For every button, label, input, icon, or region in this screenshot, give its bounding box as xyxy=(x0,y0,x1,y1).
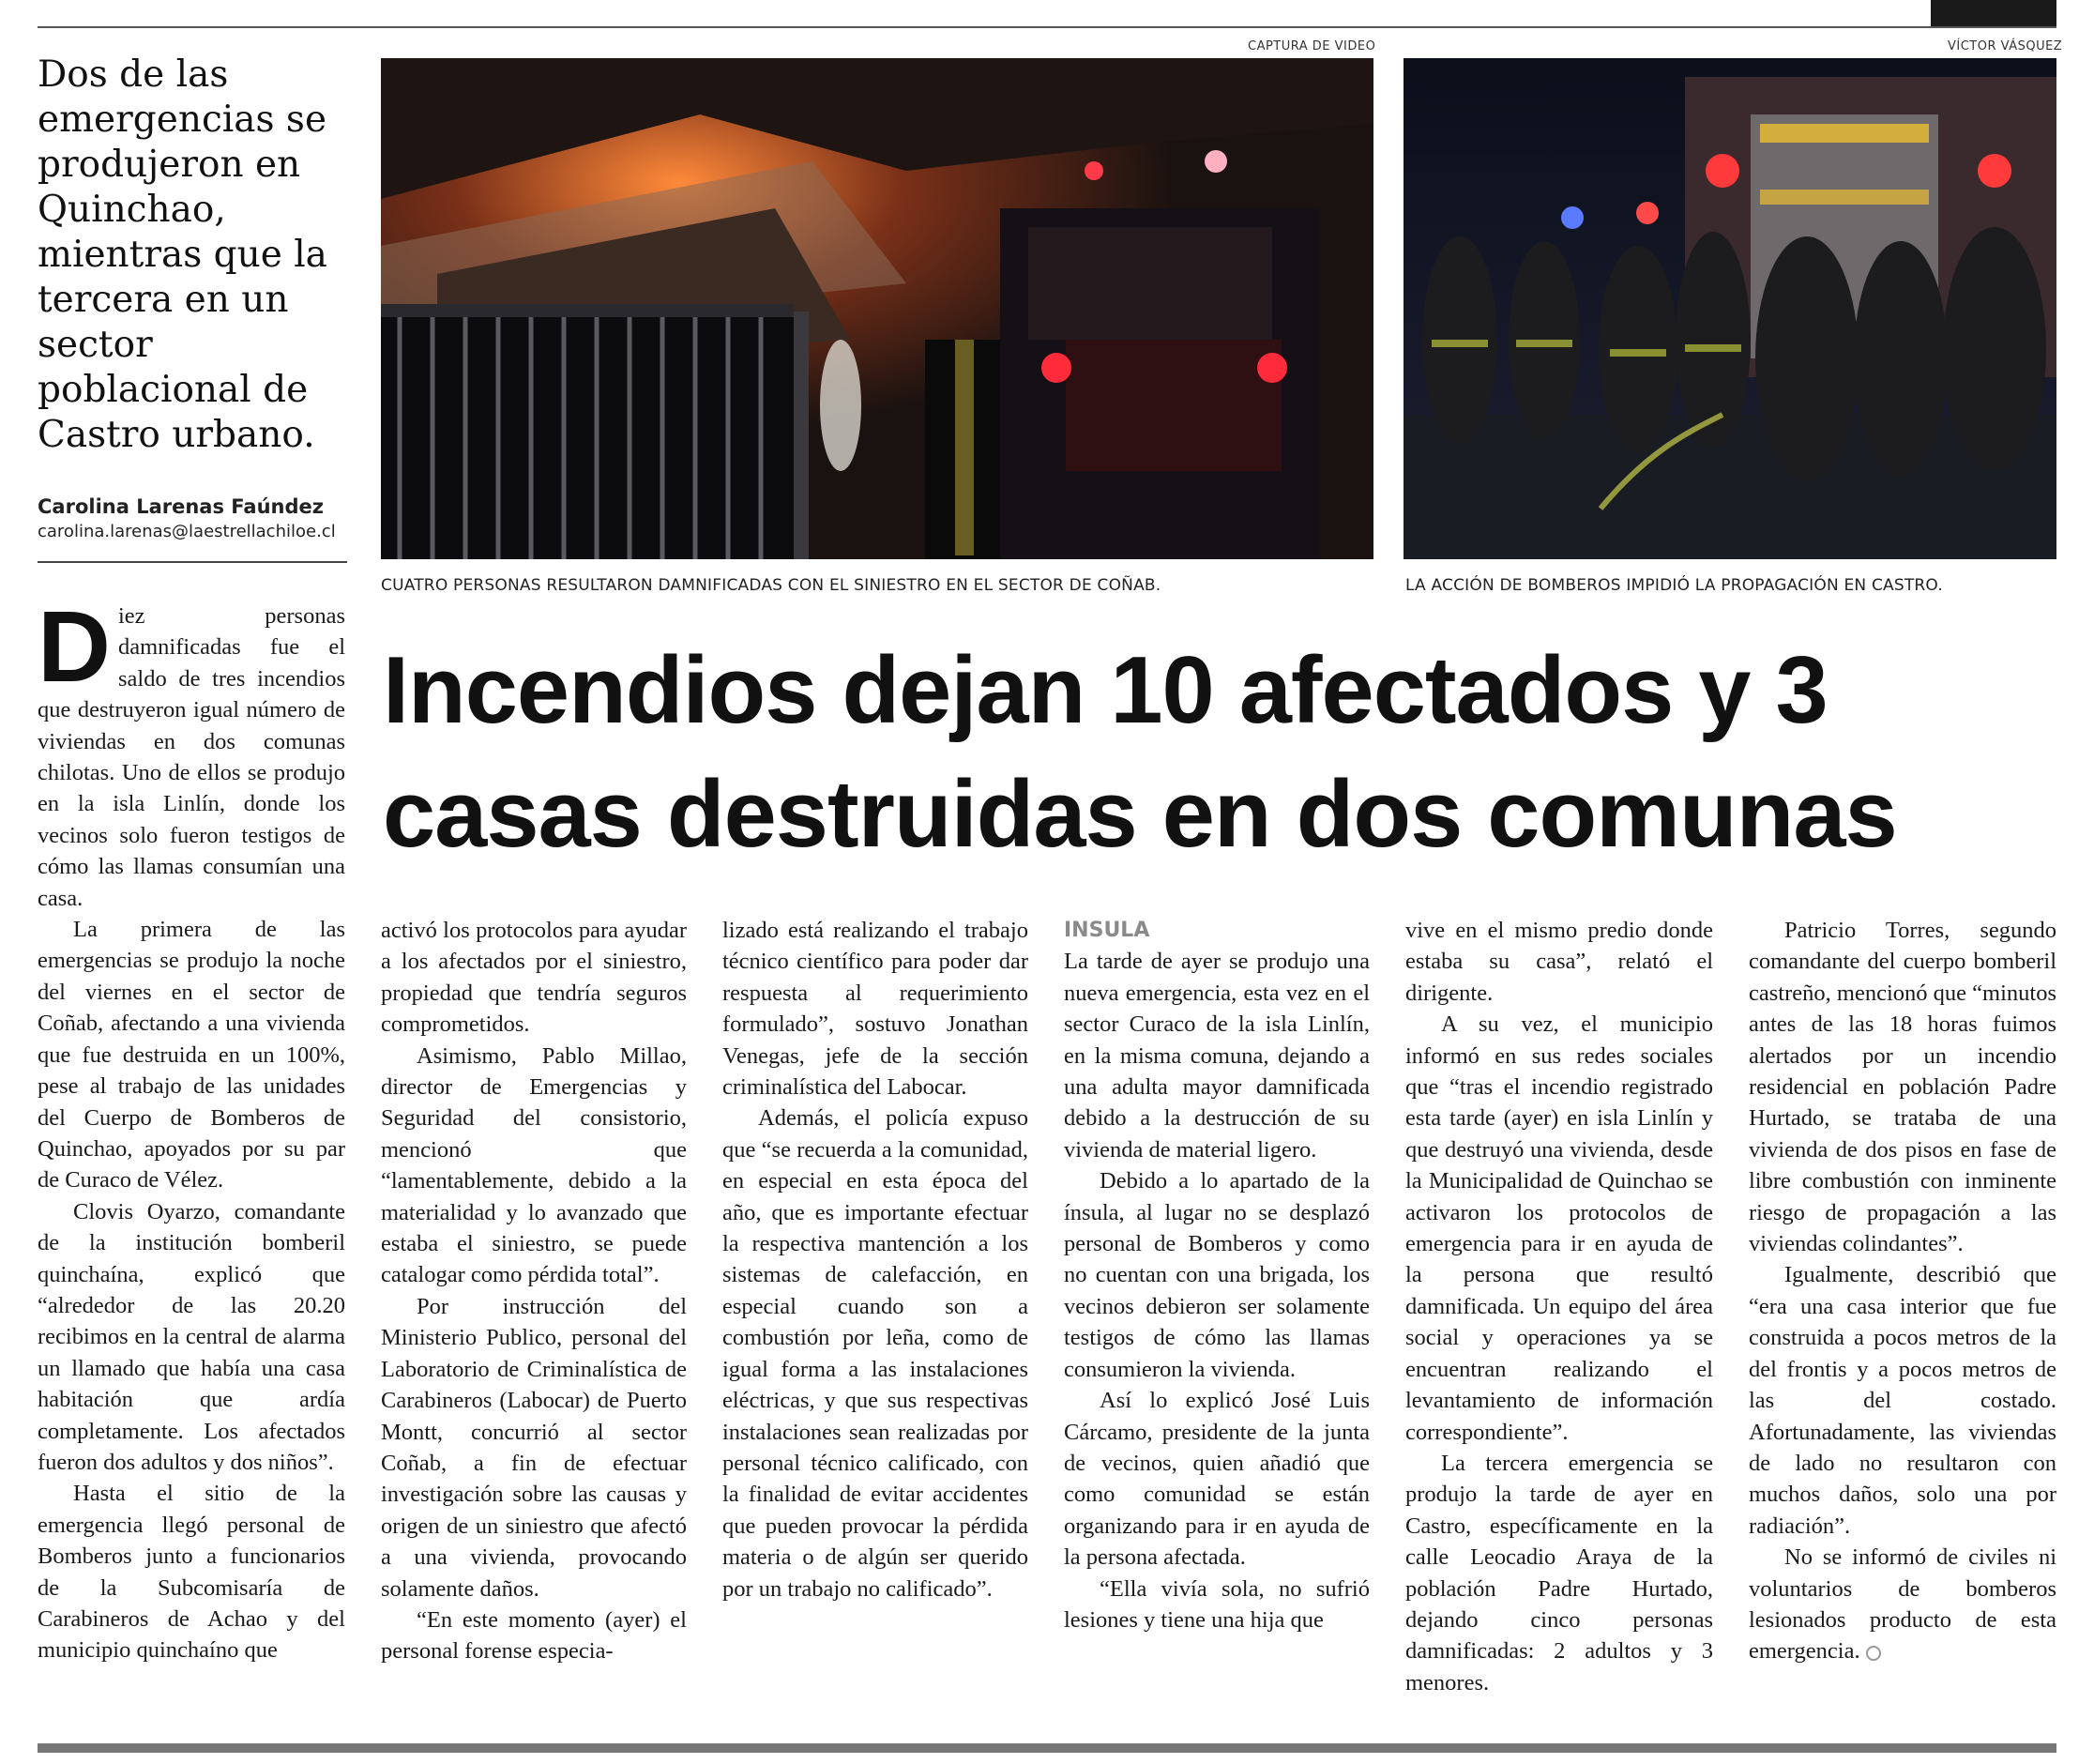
paragraph: activó los protocolos para ayudar a los afectados por el siniestro, propiedad que tendría seguros comprometidos. xyxy=(381,918,687,1038)
paragraph: Así lo explicó José Luis Cárcamo, presidente de la junta de vecinos, quien añadió que como comunidad se están organizando para ir en ayuda de la persona afectada. xyxy=(1064,1388,1370,1571)
paragraph-text: No se informó de civiles ni voluntarios de bomberos lesionados producto de esta emergencia. xyxy=(1749,1544,2056,1665)
paragraph: Igualmente, describió que “era una casa interior que fue construida a pocos metros de la del frontis y a pocos metros de las del costado. Afortunadamente, las viviendas de lado no resultaron con muchos daños, solo una por radiación”. xyxy=(1749,1262,2056,1539)
paragraph: “En este momento (ayer) el personal forense especia- xyxy=(381,1606,687,1665)
article-headline: Incendios dejan 10 afectados y 3 casas destruidas en dos comunas xyxy=(383,638,1897,867)
paragraph: A su vez, el municipio informó en sus redes sociales que “tras el incendio registrado esta tarde (ayer) en isla Linlín y que destruyó una vivienda, desde la Municipalidad de Quinchao se activaron los protocolos de emergencia para ir en ayuda de la persona que resultó damnificada. Un equipo del área social y operaciones ya se encuentran realizando el levantamiento de información correspondiente”. xyxy=(1405,1011,1713,1445)
firefighters-photo-graphic xyxy=(1404,58,2056,559)
paragraph: Además, el policía expuso que “se recuerda a la comunidad, en especial en esta época del año, que es importante efectuar la respectiva mantención a los sistemas de calefacción, en especial cuando son a combustión por leña, como de igual forma a las instalaciones eléctricas, y que sus respectivas instalaciones sean realizadas por personal técnico calificado, con la finalidad de evitar accidentes que pueden provocar la pérdida materia o de algún ser querido por un trabajo no calificado”. xyxy=(722,1105,1028,1602)
article-deck: Dos de las emergencias se produjeron en Quinchao, mientras que la tercera en un sector poblacional de Castro urbano. xyxy=(38,53,327,456)
top-rule xyxy=(38,26,2056,28)
byline-rule xyxy=(38,561,347,563)
paragraph: La primera de las emergencias se produjo la noche del viernes en el sector de Coñab, afectando a una vivienda que fue destruida en un 100%, pese al trabajo de las unidades del Cuerpo de Bomberos de Quinchao, apoyados por su par de Curaco de Vélez. xyxy=(38,917,345,1194)
paragraph: Hasta el sitio de la emergencia llegó personal de Bomberos junto a funcionarios de la Subcomisaría de Carabineros de Achao y del municipio quinchaíno que xyxy=(38,1481,345,1664)
paragraph: Por instrucción del Ministerio Publico, personal del Laboratorio de Criminalística de Carabineros (Labocar) de Puerto Montt, concurrió al sector Coñab, a fin de efectuar investigación sobre las causas y origen de un siniestro que afectó a una vivienda, provocando solamente daños. xyxy=(381,1293,687,1602)
paragraph: lizado está realizando el trabajo técnico científico para poder dar respuesta al requerimiento formulado”, sostuvo Jonathan Venegas, jefe de la sección criminalística del Labocar. xyxy=(722,918,1028,1101)
author-name: Carolina Larenas Faúndez xyxy=(38,495,324,518)
body-column-2 xyxy=(381,915,687,1667)
end-of-article-icon xyxy=(1866,1646,1881,1661)
photo2-credit: VÍCTOR VÁSQUEZ xyxy=(1948,39,2063,53)
body-column-5 xyxy=(1405,915,1713,1698)
paragraph: Clovis Oyarzo, comandante de la institución bomberil quinchaína, explicó que “alrededor de las 20.20 recibimos en la central de alarma un llamado que había una casa habitación que ardía completamente. Los afectados fueron dos adultos y dos niños”. xyxy=(38,1198,345,1475)
photo1-caption: CUATRO PERSONAS RESULTARON DAMNIFICADAS CON EL SINIESTRO EN EL SECTOR DE COÑAB. xyxy=(381,576,1161,595)
paragraph: vive en el mismo predio donde estaba su casa”, relató el dirigente. xyxy=(1405,918,1713,1006)
paragraph-text: iez personas damnificadas fue el saldo de tres incendios que destruyeron igual número de viviendas en dos comunas chilotas. Uno de ellos se produjo en la isla Linlín, donde los vecinos solo fueron testigos de cómo las llamas consumían una casa. xyxy=(38,603,345,911)
paragraph: La tercera emergencia se produjo la tarde de ayer en Castro, específicamente en la calle Leocadio Araya de la población Padre Hurtado, dejando cinco personas damnificadas: 2 adultos y 3 menores. xyxy=(1405,1450,1713,1696)
section-tab xyxy=(1931,0,2056,26)
bottom-rule xyxy=(38,1743,2056,1753)
paragraph: Debido a lo apartado de la ínsula, al lugar no se desplazó personal de Bomberos y como no cuentan con una brigada, los vecinos debieron ser solamente testigos de cómo las llamas consumieron la vivienda. xyxy=(1064,1168,1370,1382)
paragraph: La tarde de ayer se produjo una nueva emergencia, esta vez en el sector Curaco de la isla Linlín, en la misma comuna, dejando a una adulta mayor damnificada debido a la destrucción de su vivienda de material ligero. xyxy=(1064,949,1370,1163)
body-column-4 xyxy=(1064,915,1370,1635)
photo2-caption: LA ACCIÓN DE BOMBEROS IMPIDIÓ LA PROPAGACIÓN EN CASTRO. xyxy=(1405,576,1943,595)
paragraph: Patricio Torres, segundo comandante del cuerpo bomberil castreño, mencionó que “minutos antes de las 18 horas fuimos alertados por un incendio residencial en población Padre Hurtado, se trataba de una vivienda de dos pisos en fase de libre combustión con inminente riesgo de propagación a las viviendas colindantes”. xyxy=(1749,918,2056,1257)
author-email[interactable]: carolina.larenas@laestrellachiloe.cl xyxy=(38,522,336,541)
drop-cap: D xyxy=(38,589,111,703)
body-column-6 xyxy=(1749,915,2056,1667)
body-column-3 xyxy=(722,915,1028,1604)
section-subhead: INSULA xyxy=(1064,919,1150,942)
paragraph: Asimismo, Pablo Millao, director de Emergencias y Seguridad del consistorio, mencionó que “lamentablemente, debido a la materialidad y lo avanzado que estaba el siniestro, se puede catalogar como pérdida total”. xyxy=(381,1042,687,1288)
paragraph xyxy=(1749,1542,2056,1667)
photo1-credit: CAPTURA DE VIDEO xyxy=(1248,39,1376,53)
paragraph: “Ella vivía sola, no sufrió lesiones y tiene una hija que xyxy=(1064,1575,1370,1633)
fire-truck-photo-graphic xyxy=(381,58,1373,559)
body-column-1 xyxy=(38,589,345,1666)
paragraph xyxy=(38,589,345,914)
fire-truck-photo xyxy=(381,58,1373,559)
firefighters-photo xyxy=(1404,58,2056,559)
